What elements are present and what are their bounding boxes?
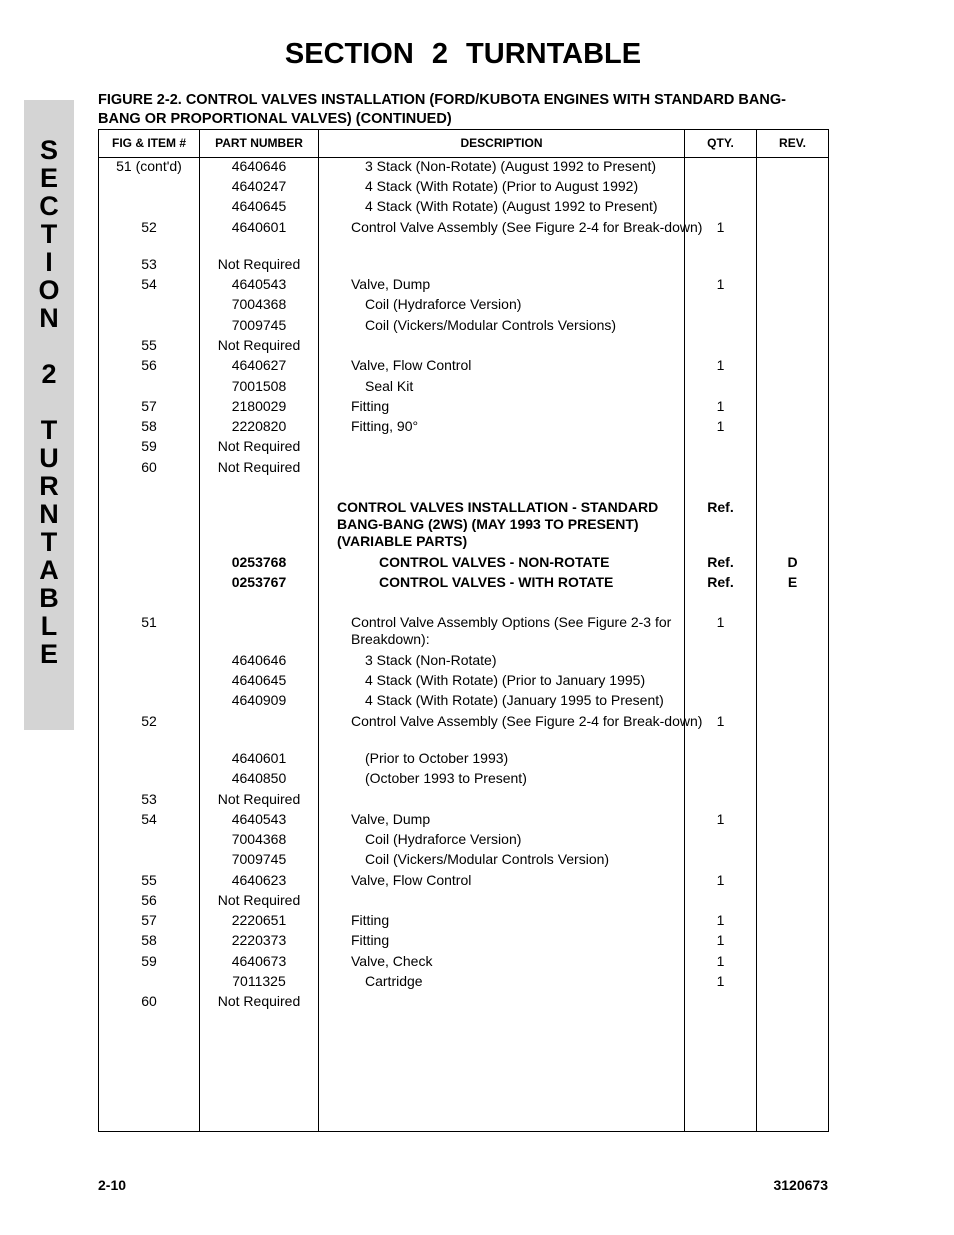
part-number-cell: 0253767 xyxy=(231,574,287,590)
part-number-cell: Not Required xyxy=(217,337,301,353)
description-cell: Control Valve Assembly (See Figure 2-4 for Break-down) xyxy=(351,713,703,729)
side-tab-letter: L xyxy=(40,611,58,641)
part-number-cell: 7011325 xyxy=(232,973,286,989)
item-number-cell: 57 xyxy=(141,398,157,414)
description-cell: 4 Stack (With Rotate) (January 1995 to Present) xyxy=(365,692,664,708)
part-number-cell: 4640850 xyxy=(231,770,287,786)
item-number-cell: 51 xyxy=(141,614,157,630)
side-tab-letter: U xyxy=(39,443,59,473)
part-number-cell: 4640909 xyxy=(231,692,287,708)
description-cell: Valve, Flow Control xyxy=(351,872,472,888)
part-number-cell: 4640645 xyxy=(231,198,287,214)
quantity-cell: Ref. xyxy=(707,554,734,570)
part-number-cell: 4640646 xyxy=(231,158,287,174)
description-cell: 4 Stack (With Rotate) (Prior to August 1992) xyxy=(365,178,639,194)
quantity-cell: 1 xyxy=(716,219,725,235)
item-number-cell: 60 xyxy=(141,459,157,475)
description-cell: (Prior to October 1993) xyxy=(365,750,509,766)
section-side-tab xyxy=(24,100,74,730)
side-tab-letter xyxy=(24,388,74,416)
header-qty: QTY. xyxy=(707,136,734,150)
part-number-cell: 4640673 xyxy=(231,953,287,969)
part-number-cell: 0253768 xyxy=(231,554,287,570)
page-title: SECTION 2 TURNTABLE xyxy=(284,38,642,70)
figure-title: FIGURE 2-2. CONTROL VALVES INSTALLATION (FORD/KUBOTA ENGINES WITH STANDARD BANG-BANG OR PROPORTIONAL VALVES) (CONTINUED) xyxy=(98,92,786,127)
part-number-cell: 2220820 xyxy=(231,418,287,434)
description-cell: Fitting xyxy=(351,912,390,928)
item-number-cell: 57 xyxy=(141,912,157,928)
part-number-cell: 2220651 xyxy=(231,912,287,928)
description-cell: 4 Stack (With Rotate) (Prior to January 1995) xyxy=(365,672,646,688)
quantity-cell: 1 xyxy=(716,932,725,948)
part-number-cell: 4640247 xyxy=(231,178,287,194)
item-number-cell: 55 xyxy=(141,872,157,888)
description-cell: CONTROL VALVES - NON-ROTATE xyxy=(379,554,610,570)
side-tab-letter: N xyxy=(39,499,59,529)
description-cell: 3 Stack (Non-Rotate) (August 1992 to Present) xyxy=(365,158,657,174)
parts-table xyxy=(98,129,829,1132)
description-cell: Valve, Dump xyxy=(351,811,431,827)
part-number-cell: 4640627 xyxy=(231,357,287,373)
side-tab-letter: T xyxy=(40,527,58,557)
part-number-cell: 4640646 xyxy=(231,652,287,668)
side-tab-letter: A xyxy=(39,555,59,585)
item-number-cell: 52 xyxy=(141,219,157,235)
description-cell: Coil (Hydraforce Version) xyxy=(365,831,522,847)
description-cell: Coil (Hydraforce Version) xyxy=(365,296,522,312)
header-description: DESCRIPTION xyxy=(460,136,543,150)
side-tab-letter: E xyxy=(39,163,58,193)
part-number-cell: 7001508 xyxy=(231,378,287,394)
side-tab-letter: C xyxy=(39,191,59,221)
side-tab-letter: 2 xyxy=(41,359,57,389)
side-tab-letter: E xyxy=(39,639,58,669)
description-cell: Control Valve Assembly Options (See Figure 2-3 for Breakdown): xyxy=(351,614,672,647)
description-cell: Coil (Vickers/Modular Controls Versions) xyxy=(365,317,617,333)
side-tab-letter: O xyxy=(38,275,60,305)
header-part-number: PART NUMBER xyxy=(215,136,303,150)
side-tab-letter: T xyxy=(40,219,58,249)
item-number-cell: 53 xyxy=(141,791,157,807)
item-number-cell: 56 xyxy=(141,892,157,908)
part-number-cell: Not Required xyxy=(217,993,301,1009)
quantity-cell: 1 xyxy=(716,713,725,729)
quantity-cell: 1 xyxy=(716,953,725,969)
page-number: 2-10 xyxy=(98,1177,127,1193)
item-number-cell: 52 xyxy=(141,713,157,729)
quantity-cell: 1 xyxy=(716,872,725,888)
description-cell: 4 Stack (With Rotate) (August 1992 to Present) xyxy=(365,198,658,214)
header-rev: REV. xyxy=(779,136,806,150)
description-cell: Control Valve Assembly (See Figure 2-4 for Break-down) xyxy=(351,219,703,235)
side-tab-letter: I xyxy=(45,247,53,277)
part-number-cell: 4640543 xyxy=(231,811,287,827)
part-number-cell: 4640645 xyxy=(231,672,287,688)
quantity-cell: 1 xyxy=(716,614,725,630)
part-number-cell: Not Required xyxy=(217,892,301,908)
part-number-cell: Not Required xyxy=(217,459,301,475)
description-cell: Fitting xyxy=(351,932,390,948)
quantity-cell: 1 xyxy=(716,912,725,928)
description-cell: Seal Kit xyxy=(365,378,414,394)
item-number-cell: 58 xyxy=(141,418,157,434)
quantity-cell: 1 xyxy=(716,276,725,292)
column-divider xyxy=(318,130,319,1131)
quantity-cell: Ref. xyxy=(707,574,734,590)
column-divider xyxy=(756,130,757,1131)
quantity-cell: Ref. xyxy=(707,499,734,515)
side-tab-letter: S xyxy=(39,135,58,165)
side-tab-letter: B xyxy=(39,583,59,613)
item-number-cell: 54 xyxy=(141,811,157,827)
header-item: FIG & ITEM # xyxy=(111,136,186,150)
quantity-cell: 1 xyxy=(716,418,725,434)
side-tab-letter: N xyxy=(39,303,59,333)
description-cell: Valve, Check xyxy=(351,953,433,969)
description-cell: Fitting xyxy=(351,398,390,414)
description-cell: Coil (Vickers/Modular Controls Version) xyxy=(365,851,610,867)
side-tab-letter: T xyxy=(40,415,58,445)
item-number-cell: 60 xyxy=(141,993,157,1009)
item-number-cell: 54 xyxy=(141,276,157,292)
description-cell: Valve, Dump xyxy=(351,276,431,292)
quantity-cell: 1 xyxy=(716,811,725,827)
part-number-cell: 7009745 xyxy=(231,851,287,867)
item-number-cell: 53 xyxy=(141,256,157,272)
part-number-cell: 7009745 xyxy=(231,317,287,333)
item-number-cell: 51 (cont'd) xyxy=(116,158,182,174)
part-number-cell: Not Required xyxy=(217,791,301,807)
item-number-cell: 58 xyxy=(141,932,157,948)
description-cell: Valve, Flow Control xyxy=(351,357,472,373)
part-number-cell: 4640601 xyxy=(231,750,287,766)
quantity-cell: 1 xyxy=(716,973,725,989)
side-tab-letters xyxy=(24,136,74,668)
description-cell: CONTROL VALVES INSTALLATION - STANDARD BANG-BANG (2WS) (MAY 1993 TO PRESENT) (VARIABLE PARTS) xyxy=(337,499,659,549)
item-number-cell: 59 xyxy=(141,953,157,969)
quantity-cell: 1 xyxy=(716,398,725,414)
side-tab-letter: R xyxy=(39,471,59,501)
item-number-cell: 55 xyxy=(141,337,157,353)
part-number-cell: Not Required xyxy=(217,256,301,272)
part-number-cell: 7004368 xyxy=(231,296,287,312)
part-number-cell: Not Required xyxy=(217,438,301,454)
part-number-cell: 4640601 xyxy=(231,219,287,235)
revision-cell: E xyxy=(787,574,798,590)
item-number-cell: 56 xyxy=(141,357,157,373)
part-number-cell: 4640543 xyxy=(231,276,287,292)
side-tab-letter xyxy=(24,332,74,360)
part-number-cell: 2180029 xyxy=(231,398,287,414)
description-cell: Cartridge xyxy=(365,973,423,989)
part-number-cell: 7004368 xyxy=(231,831,287,847)
description-cell: Fitting, 90° xyxy=(351,418,419,434)
item-number-cell: 59 xyxy=(141,438,157,454)
revision-cell: D xyxy=(787,554,798,570)
quantity-cell: 1 xyxy=(716,357,725,373)
part-number-cell: 4640623 xyxy=(231,872,287,888)
description-cell: (October 1993 to Present) xyxy=(365,770,527,786)
part-number-cell: 2220373 xyxy=(231,932,287,948)
document-number: 3120673 xyxy=(773,1177,828,1193)
description-cell: 3 Stack (Non-Rotate) xyxy=(365,652,497,668)
description-cell: CONTROL VALVES - WITH ROTATE xyxy=(379,574,614,590)
